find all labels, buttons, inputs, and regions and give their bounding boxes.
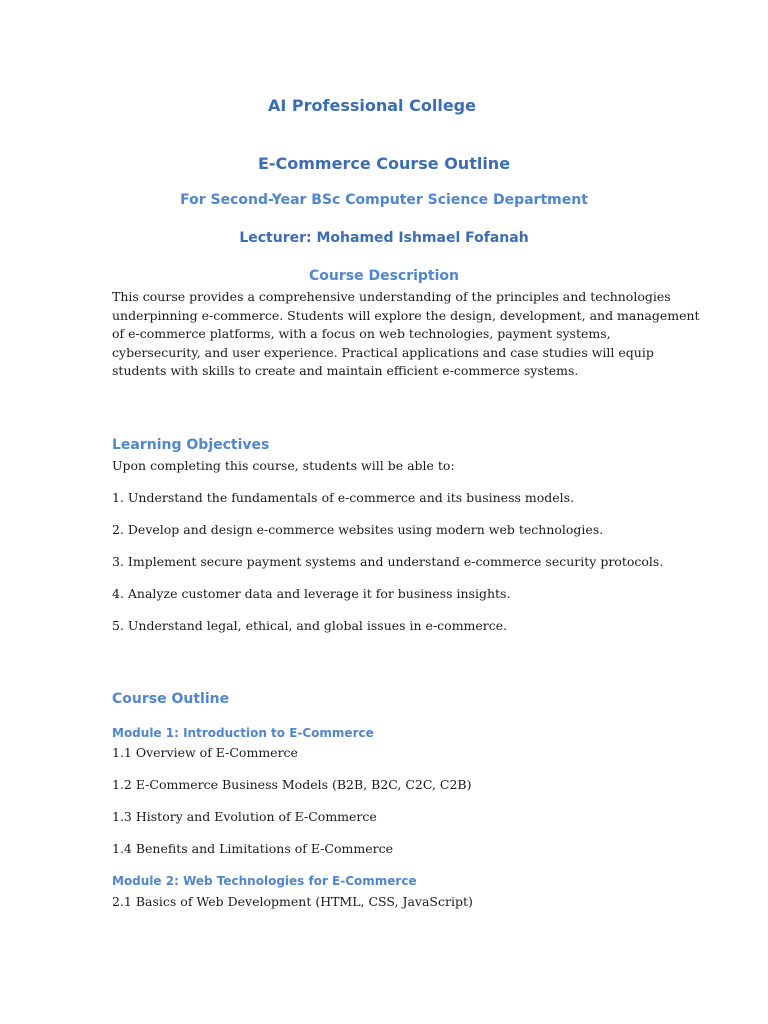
module-1-heading: Module 1: Introduction to E-Commerce: [112, 726, 374, 740]
course-title: E-Commerce Course Outline: [257, 154, 511, 173]
topic-item: 1.4 Benefits and Limitations of E-Commerce: [112, 841, 393, 856]
description-line: This course provides a comprehensive understanding of the principles and technologies: [112, 289, 671, 304]
college-name: AI Professional College: [268, 96, 476, 115]
description-line: cybersecurity, and user experience. Practical applications and case studies will equip: [112, 344, 654, 360]
topic-item: 1.3 History and Evolution of E-Commerce: [112, 809, 377, 824]
topic-item: 1.2 E-Commerce Business Models (B2B, B2C, C2C, C2B): [112, 777, 472, 792]
topic-item: 2.1 Basics of Web Development (HTML, CSS, JavaScript): [112, 894, 473, 909]
objective-item: 5. Understand legal, ethical, and global issues in e-commerce.: [112, 618, 508, 633]
course-outline-heading: Course Outline: [112, 691, 230, 707]
topic-item: 1.1 Overview of E-Commerce: [112, 745, 298, 760]
description-line: students with skills to create and maintain efficient e-commerce systems.: [112, 363, 579, 379]
objectives-intro: Upon completing this course, students will be able to:: [112, 458, 455, 473]
module-2-heading: Module 2: Web Technologies for E-Commerce: [112, 874, 417, 888]
description-line: of e-commerce platforms, with a focus on web technologies, payment systems,: [112, 326, 611, 342]
objective-item: 1. Understand the fundamentals of e-commerce and its business models.: [112, 490, 575, 505]
course-description-heading: Course Description: [308, 268, 459, 284]
learning-objectives-heading: Learning Objectives: [112, 437, 270, 453]
lecturer-name: Lecturer: Mohamed Ishmael Fofanah: [239, 230, 529, 246]
course-description-paragraph: [112, 288, 700, 381]
course-subtitle: For Second-Year BSc Computer Science Department: [180, 192, 588, 208]
objective-item: 2. Develop and design e-commerce websites using modern web technologies.: [112, 522, 604, 537]
objective-item: 4. Analyze customer data and leverage it for business insights.: [112, 586, 511, 601]
description-line: underpinning e-commerce. Students will explore the design, development, and management: [112, 307, 700, 323]
objective-item: 3. Implement secure payment systems and understand e-commerce security protocols.: [112, 554, 664, 569]
